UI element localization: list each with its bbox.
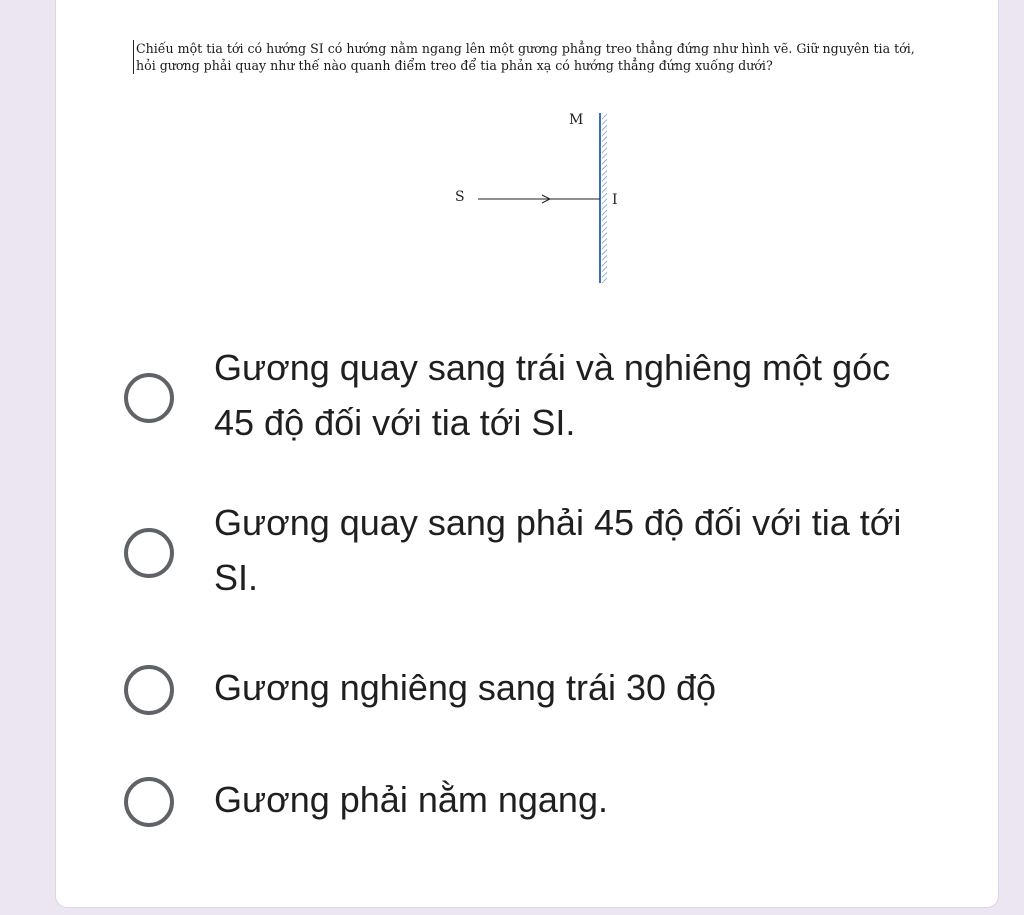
mirror-hatching — [602, 113, 607, 283]
question-text: Chiếu một tia tới có hướng SI có hướng nằm ngang lên một gương phẳng treo thẳng đứng như hình vẽ. Giữ nguyên tia tới, hỏi gương phải quay như thế nào quanh điểm treo để tia phản xạ có hướng thẳng đứng xuống dưới? — [133, 40, 921, 74]
option-1[interactable] — [124, 340, 924, 455]
option-4-label: Gương phải nằm ngang. — [214, 779, 608, 820]
radio-option-4[interactable] — [124, 777, 174, 827]
option-2[interactable] — [124, 495, 924, 610]
option-4[interactable] — [124, 772, 924, 832]
radio-option-1[interactable] — [124, 373, 174, 423]
option-3[interactable] — [124, 660, 924, 720]
label-i: I — [612, 192, 618, 208]
radio-option-2[interactable] — [124, 528, 174, 578]
option-2-label: Gương quay sang phải 45 độ đối với tia tới SI. — [214, 502, 902, 598]
label-m: M — [569, 112, 584, 128]
option-3-label: Gương nghiêng sang trái 30 độ — [214, 667, 717, 708]
label-s: S — [455, 189, 465, 205]
radio-option-3[interactable] — [124, 665, 174, 715]
mirror-figure — [440, 105, 640, 295]
mirror-diagram — [440, 105, 640, 295]
option-1-label: Gương quay sang trái và nghiêng một góc 45 độ đối với tia tới SI. — [214, 347, 891, 443]
